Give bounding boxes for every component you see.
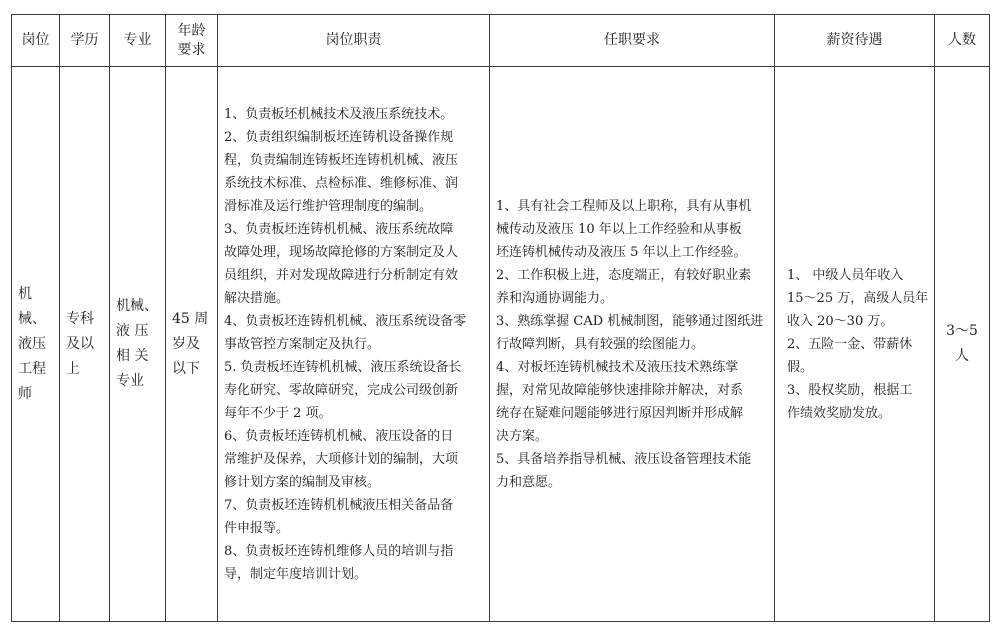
text-line: 作绩效奖励发放。 [787, 405, 892, 421]
text-line: 械、 [18, 310, 46, 327]
text-line: 液压 [18, 335, 46, 352]
text-line: 3～5 [946, 323, 978, 339]
text-line: 5、具备培养指导机械、液压设备管理技术能 [496, 451, 752, 467]
text-line: 人 [955, 348, 969, 364]
cell-position [12, 67, 60, 622]
text-line: 7、负责板坯连铸机机械液压相关备品备 [224, 497, 454, 513]
text-line: 统存在疑难问题能够进行原因判断并形成解 [496, 405, 744, 421]
text-line: 决方案。 [496, 428, 549, 444]
text-line: 滑标准及运行维护管理制度的编制。 [224, 198, 433, 214]
text-line: 故障处理，现场故障抢修的方案制定及人 [224, 244, 459, 260]
text-line: 力和意愿。 [496, 474, 562, 490]
job-posting-table [11, 14, 990, 622]
text-line: 1、 中级人员年收入 [787, 267, 904, 283]
text-line: 液 压 [116, 323, 149, 339]
header-position: 岗位 [12, 15, 60, 67]
header-age-line2: 要求 [177, 41, 206, 58]
cell-age [166, 67, 218, 622]
text-line: 4、对板坯连铸机械技术及液压技术熟练掌 [496, 359, 739, 375]
header-major: 专业 [110, 15, 166, 67]
text-line: 件申报等。 [224, 520, 290, 536]
text-line: 机 [18, 285, 32, 302]
text-line: 坯连铸机械传动及液压 5 年以上工作经验。 [496, 244, 747, 260]
cell-salary [775, 67, 935, 622]
header-age [166, 15, 218, 67]
cell-major [110, 67, 166, 622]
text-line: 3、熟练掌握 CAD 机械制图，能够通过图纸进 [496, 313, 764, 329]
text-line: 师 [18, 385, 32, 402]
text-line: 行故障判断，具有较强的绘图能力。 [496, 336, 705, 352]
text-line: 15～25 万，高级人员年 [787, 290, 929, 306]
text-line: 45 周 [172, 310, 209, 327]
text-line: 8、负责板坯连铸机维修人员的培训与指 [224, 543, 454, 559]
text-line: 3、负责板坯连铸机机械、液压系统故障 [224, 221, 454, 237]
text-line: 收入 20～30 万。 [787, 313, 894, 329]
header-education: 学历 [60, 15, 110, 67]
text-line: 握，对常见故障能够快速排除并解决，对系 [496, 382, 744, 398]
job-table-frame [11, 14, 989, 622]
text-line: 械传动及液压 10 年以上工作经验和从事板 [496, 221, 742, 237]
table-row [12, 67, 990, 622]
text-line: 2、工作积极上进，态度端正，有较好职业素 [496, 267, 752, 283]
text-line: 上 [66, 360, 80, 377]
text-line: 事故管控方案制定及执行。 [224, 336, 381, 352]
text-line: 专科 [66, 310, 94, 327]
text-line: 解决措施。 [224, 290, 290, 306]
cell-requirements [490, 67, 775, 622]
header-salary: 薪资待遇 [775, 15, 935, 67]
text-line: 2、负责组织编制板坯连铸机设备操作规 [224, 129, 454, 145]
text-line: 1、具有社会工程师及以上职称，具有从事机 [496, 198, 752, 214]
text-line: 员组织，并对发现故障进行分析制定有效 [224, 267, 459, 283]
text-line: 以下 [172, 360, 200, 377]
text-line: 相 关 [116, 348, 149, 364]
text-line: 工程 [18, 360, 46, 377]
cell-headcount [935, 67, 990, 622]
text-line: 岁及 [172, 335, 200, 352]
header-row [12, 15, 990, 67]
text-line: 及以 [66, 335, 94, 352]
text-line: 机械、 [116, 298, 158, 314]
text-line: 寿化研究、零故障研究，完成公司级创新 [224, 382, 459, 398]
text-line: 假。 [787, 359, 814, 375]
text-line: 每年不少于 2 项。 [224, 405, 332, 421]
text-line: 导，制定年度培训计划。 [224, 566, 368, 582]
text-line: 系统技术标准、点检标准、维修标准、润 [224, 175, 459, 191]
text-line: 1、负责板坯机械技术及液压系统技术。 [224, 106, 454, 122]
text-line: 3、股权奖励，根据工 [787, 382, 913, 398]
text-line: 专业 [116, 373, 144, 389]
text-line: 6、负责板坯连铸机机械、液压设备的日 [224, 428, 454, 444]
text-line: 4、负责板坯连铸机机械、液压系统设备零 [224, 313, 467, 329]
header-duties: 岗位职责 [218, 15, 490, 67]
header-headcount: 人数 [935, 15, 990, 67]
header-requirements: 任职要求 [490, 15, 775, 67]
cell-education [60, 67, 110, 622]
text-line: 常维护及保养，大项修计划的编制，大项 [224, 451, 459, 467]
text-line: 程，负责编制连铸板坯连铸机机械、液压 [224, 152, 459, 168]
text-line: 2、五险一金、带薪休 [787, 336, 913, 352]
text-line: 5. 负责板坯连铸机机械、液压系统设备长 [224, 359, 462, 375]
text-line: 修计划方案的编制及审核。 [224, 474, 381, 490]
header-age-line1: 年龄 [177, 22, 206, 39]
cell-duties [218, 67, 490, 622]
text-line: 养和沟通协调能力。 [496, 290, 614, 306]
